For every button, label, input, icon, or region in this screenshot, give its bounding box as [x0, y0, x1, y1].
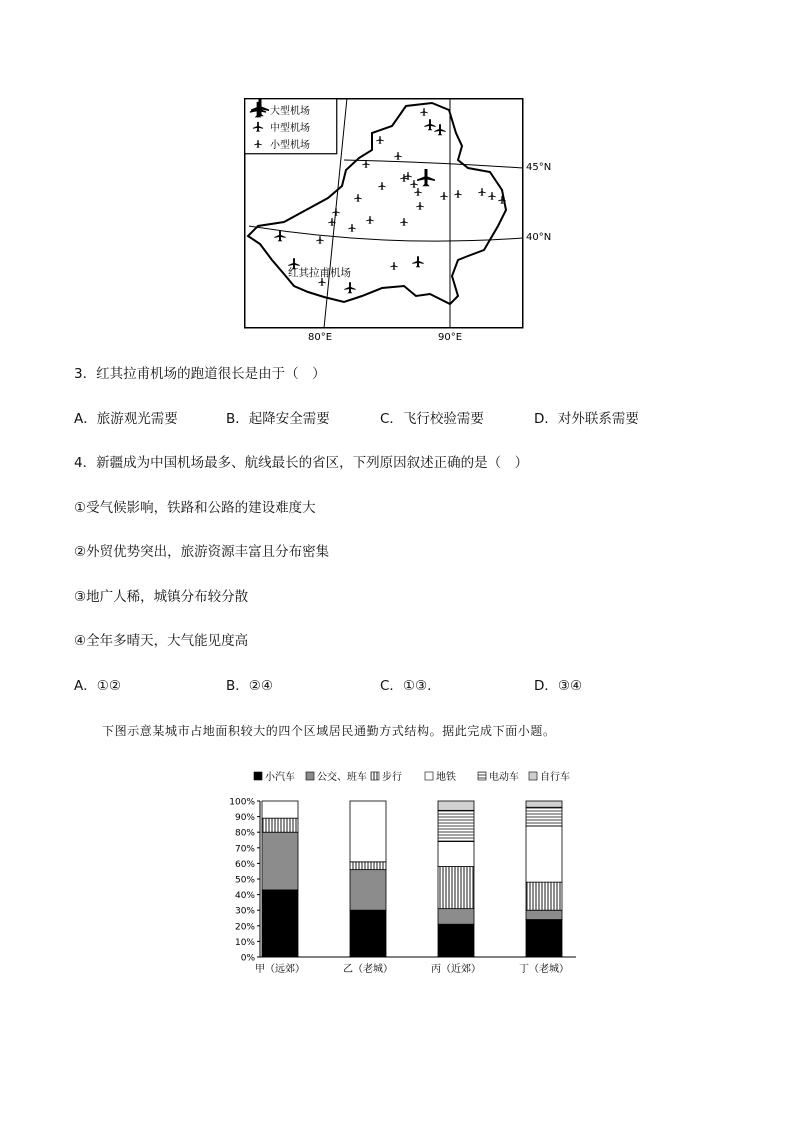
bar-segment: [526, 801, 562, 807]
legend-item: [254, 770, 295, 783]
bar-segment: [262, 890, 298, 957]
q4-statement-2: ②外贸优势突出，旅游资源丰富且分布密集: [74, 544, 330, 560]
y-tick-label: 80%: [234, 828, 255, 839]
bar-segment: [350, 862, 386, 870]
legend-item: [529, 770, 570, 783]
x-category-label: 丁（老城）: [519, 964, 569, 975]
q4-statement-1: ①受气候影响，铁路和公路的建设难度大: [74, 500, 316, 516]
bars: [262, 801, 562, 957]
x-axis-labels: [255, 962, 569, 975]
bar-segment: [526, 910, 562, 919]
legend-label: 大型机场: [270, 106, 310, 117]
y-tick-label: 0%: [240, 953, 255, 964]
q4-statement-3: ③地广人稀，城镇分布较分散: [74, 589, 249, 605]
legend-label: 地铁: [436, 772, 456, 783]
bar-segment: [526, 826, 562, 882]
y-tick-label: 10%: [234, 937, 255, 948]
legend-swatch: [306, 772, 314, 780]
q3-option-c[interactable]: C．飞行校验需要: [380, 411, 484, 427]
legend-label: 小型机场: [270, 140, 310, 151]
y-tick-label: 50%: [234, 875, 255, 886]
legend-label: 步行: [382, 772, 402, 783]
x-category-label: 丙（近郊）: [431, 964, 481, 975]
lat-label-40n: 40°N: [526, 232, 552, 243]
bar-stack: [526, 801, 562, 957]
y-tick-label: 60%: [234, 859, 255, 870]
q3-option-b[interactable]: B．起降安全需要: [226, 411, 330, 427]
bar-segment: [350, 801, 386, 862]
legend-item: [478, 770, 519, 783]
bar-segment: [350, 870, 386, 911]
bar-stack: [350, 801, 386, 957]
y-tick-label: 70%: [234, 844, 255, 855]
bar-segment: [526, 882, 562, 910]
legend-label: 电动车: [489, 772, 519, 783]
q4-statement-4: ④全年多晴天，大气能见度高: [74, 633, 249, 649]
legend-label: 中型机场: [270, 123, 310, 134]
bar-stack: [438, 801, 474, 957]
y-tick-label: 100%: [229, 797, 255, 808]
bar-segment: [526, 920, 562, 957]
q4-option-b[interactable]: B．②④: [226, 678, 273, 694]
legend-swatch: [254, 772, 262, 780]
bar-segment: [438, 924, 474, 957]
legend-item: [371, 770, 402, 783]
legend-item: [425, 770, 456, 783]
legend-swatch: [529, 772, 537, 780]
q4-option-a[interactable]: A．①②: [74, 678, 121, 694]
legend-swatch: [478, 772, 486, 780]
q4-option-d[interactable]: D．③④: [534, 678, 583, 694]
question-3-stem: 3．红其拉甫机场的跑道很长是由于（ ）: [74, 366, 326, 382]
q3-option-d[interactable]: D．对外联系需要: [534, 411, 639, 427]
legend-label: 公交、班车: [317, 772, 367, 783]
y-tick-label: 90%: [234, 813, 255, 824]
bar-segment: [262, 832, 298, 890]
chart-intro: 下图示意某城市占地面积较大的四个区域居民通勤方式结构。据此完成下面小题。: [102, 724, 556, 738]
legend-swatch: [425, 772, 433, 780]
bar-segment: [438, 801, 474, 810]
bar-segment: [350, 910, 386, 957]
bar-segment: [526, 807, 562, 826]
chart-legend: [254, 770, 570, 783]
xinjiang-airport-map: [244, 98, 552, 343]
y-tick-label: 30%: [234, 906, 255, 917]
hongqilafu-label: 红其拉甫机场: [288, 267, 351, 279]
bar-segment: [262, 818, 298, 832]
legend-swatch: [371, 772, 379, 780]
legend-item: [306, 770, 367, 783]
lat-label-45n: 45°N: [526, 162, 552, 173]
q4-option-c[interactable]: C．①③.: [380, 678, 432, 694]
bar-segment: [438, 842, 474, 867]
map-svg: [244, 98, 552, 343]
lon-label-90e: 90°E: [438, 332, 463, 343]
legend-label: 小汽车: [265, 772, 295, 783]
question-4-stem: 4．新疆成为中国机场最多、航线最长的省区，下列原因叙述正确的是（ ）: [74, 455, 529, 471]
y-tick-label: 40%: [234, 891, 255, 902]
lon-label-80e: 80°E: [308, 332, 333, 343]
commute-chart: [226, 768, 586, 978]
y-tick-label: 20%: [234, 922, 255, 933]
q3-option-a[interactable]: A．旅游观光需要: [74, 411, 178, 427]
bar-stack: [262, 801, 298, 957]
legend-label: 自行车: [540, 772, 570, 783]
x-category-label: 乙（老城）: [343, 964, 393, 975]
bar-segment: [438, 909, 474, 925]
commute-chart-svg: [226, 768, 586, 978]
x-category-label: 甲（远郊）: [255, 964, 305, 975]
bar-segment: [438, 810, 474, 841]
bar-segment: [262, 801, 298, 818]
bar-segment: [438, 867, 474, 909]
